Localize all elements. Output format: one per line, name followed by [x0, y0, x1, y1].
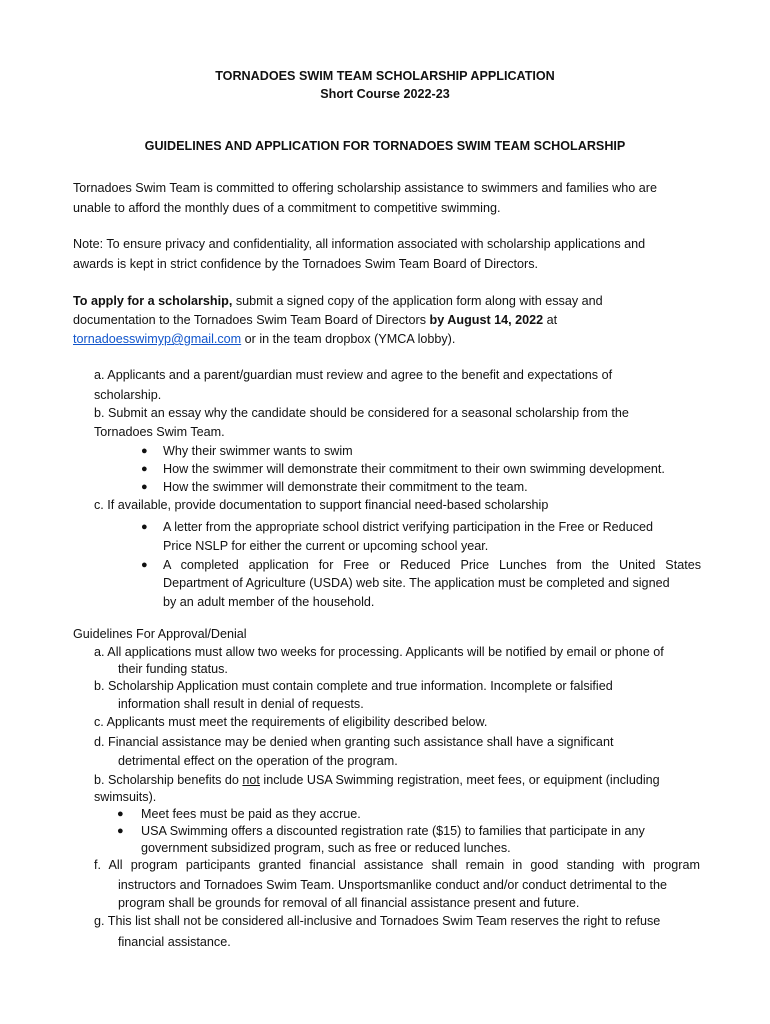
emphasis-not: not [242, 773, 260, 787]
guideline-b-line: information shall result in denial of requests. [118, 697, 364, 711]
apply-instructions-line [73, 331, 455, 348]
guideline-f-line: program shall be grounds for removal of all financial assistance present and future. [118, 896, 580, 910]
step-b-line: b. Submit an essay why the candidate should be considered for a seasonal scholarship from the [94, 406, 629, 420]
apply-instructions-line [73, 312, 557, 329]
document-subtitle: Short Course 2022-23 [320, 87, 450, 101]
apply-text: documentation to the Tornadoes Swim Team Board of Directors [73, 313, 430, 327]
documentation-bullet-line: Price NSLP for either the current or upcoming school year. [163, 539, 489, 553]
bullet-icon: ● [117, 808, 124, 820]
intro-paragraph-line: unable to afford the monthly dues of a commitment to competitive swimming. [73, 201, 501, 215]
guideline-d-line: detrimental effect on the operation of the program. [118, 754, 398, 768]
apply-instructions-line [73, 293, 603, 310]
guideline-benefits-line [94, 772, 660, 789]
guideline-g-line: g. This list shall not be considered all-inclusive and Tornadoes Swim Team reserves the right to refuse [94, 914, 661, 928]
essay-bullet: How the swimmer will demonstrate their commitment to the team. [163, 480, 528, 494]
guideline-benefits-line: swimsuits). [94, 790, 157, 804]
bullet-icon: ● [141, 481, 148, 493]
documentation-bullet-line: Department of Agriculture (USDA) web site. The application must be completed and signed [163, 576, 670, 590]
guidelines-title: Guidelines For Approval/Denial [73, 627, 247, 641]
guideline-a-line: a. All applications must allow two weeks for processing. Applicants will be notified by email or phone of [94, 645, 664, 659]
apply-text: submit a signed copy of the application form along with essay and [232, 294, 603, 308]
apply-text: at [543, 313, 558, 327]
step-a-line: scholarship. [94, 388, 162, 402]
documentation-bullet-line: by an adult member of the household. [163, 595, 375, 609]
guideline-d-line: d. Financial assistance may be denied when granting such assistance shall have a significant [94, 735, 614, 749]
benefits-bullet-line: government subsidized program, such as free or reduced lunches. [141, 841, 511, 855]
essay-bullet: Why their swimmer wants to swim [163, 444, 353, 458]
apply-text: or in the team dropbox (YMCA lobby). [241, 332, 456, 346]
guideline-f-line: instructors and Tornadoes Swim Team. Unsportsmanlike conduct and/or conduct detrimental to the [118, 878, 668, 892]
email-link[interactable]: tornadoesswimyp@gmail.com [73, 332, 242, 346]
intro-paragraph-line: Tornadoes Swim Team is committed to offering scholarship assistance to swimmers and families who are [73, 181, 657, 195]
bullet-icon: ● [141, 521, 148, 533]
benefits-bullet-line: USA Swimming offers a discounted registration rate ($15) to families that participate in any [141, 824, 645, 838]
guideline-g-line: financial assistance. [118, 935, 231, 949]
privacy-note-line: Note: To ensure privacy and confidentiality, all information associated with scholarship applications and [73, 237, 646, 251]
guideline-a-line: their funding status. [118, 662, 228, 676]
essay-bullet: How the swimmer will demonstrate their commitment to their own swimming development. [163, 462, 665, 476]
guideline-c-line: c. Applicants must meet the requirements of eligibility described below. [94, 715, 488, 729]
apply-lead: To apply for a scholarship, [73, 294, 233, 308]
benefits-text: b. Scholarship benefits do [94, 773, 243, 787]
guideline-b-line: b. Scholarship Application must contain complete and true information. Incomplete or falsified [94, 679, 613, 693]
documentation-bullet-line: A completed application for Free or Reduced Price Lunches from the United States [163, 558, 701, 572]
privacy-note-line: awards is kept in strict confidence by the Tornadoes Swim Team Board of Directors. [73, 257, 539, 271]
step-c-line: c. If available, provide documentation to support financial need-based scholarship [94, 498, 549, 512]
documentation-bullet-line: A letter from the appropriate school district verifying participation in the Free or Reduced [163, 520, 653, 534]
bullet-icon: ● [117, 825, 124, 837]
step-a-line: a. Applicants and a parent/guardian must review and agree to the benefit and expectations of [94, 368, 613, 382]
document-title: TORNADOES SWIM TEAM SCHOLARSHIP APPLICATION [215, 69, 555, 83]
step-b-line: Tornadoes Swim Team. [94, 425, 225, 439]
bullet-icon: ● [141, 463, 148, 475]
guideline-f-line: f. All program participants granted financial assistance shall remain in good standing with program [94, 858, 700, 872]
benefits-bullet: Meet fees must be paid as they accrue. [141, 807, 361, 821]
deadline: by August 14, 2022 [429, 313, 544, 327]
bullet-icon: ● [141, 445, 148, 457]
section-heading: GUIDELINES AND APPLICATION FOR TORNADOES SWIM TEAM SCHOLARSHIP [144, 139, 626, 153]
bullet-icon: ● [141, 559, 148, 571]
benefits-text: include USA Swimming registration, meet fees, or equipment (including [259, 773, 660, 787]
